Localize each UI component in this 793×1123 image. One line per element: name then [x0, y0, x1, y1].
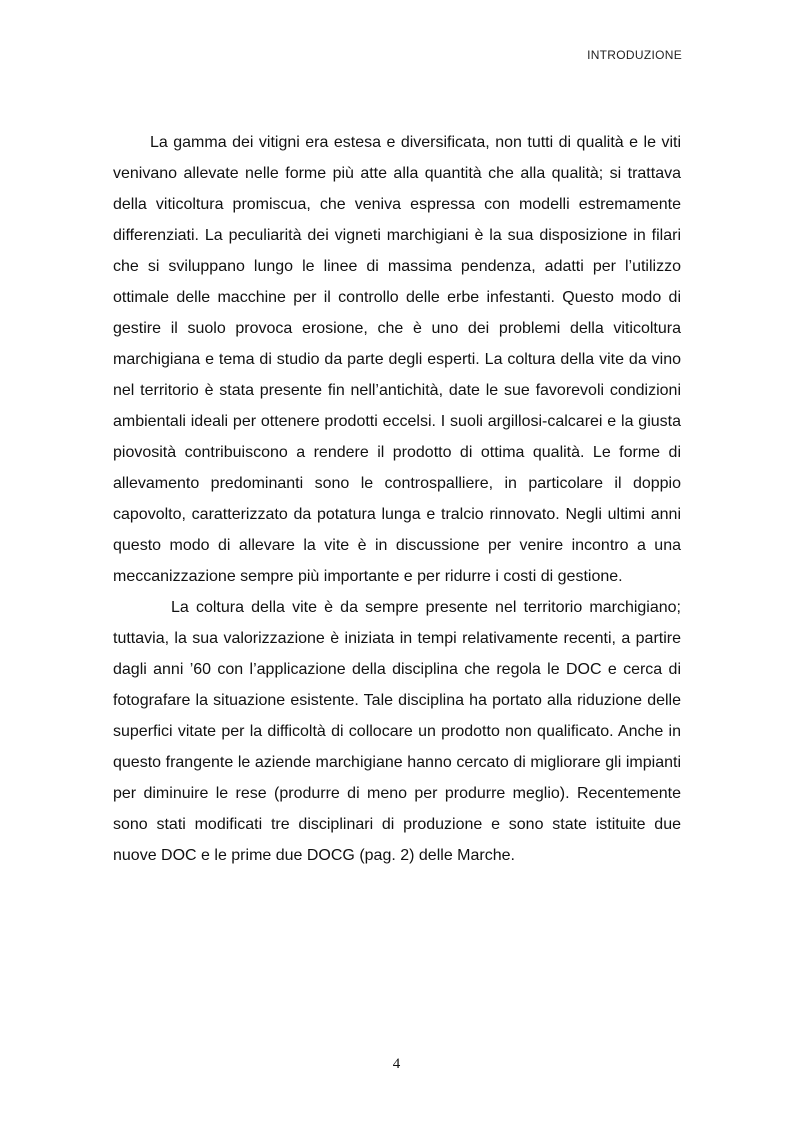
running-header: INTRODUZIONE [587, 48, 682, 62]
paragraph: La gamma dei vitigni era estesa e diversificata, non tutti di qualità e le viti venivano allevate nelle forme più atte alla quantità che alla qualità; si trattava della viticoltura promiscua, che veniva espressa con modelli estremamente differenziati. La peculiarità dei vigneti marchigiani è la sua disposizione in filari che si sviluppano lungo le linee di massima pendenza, adatti per l’utilizzo ottimale delle macchine per il controllo delle erbe infestanti. Questo modo di gestire il suolo provoca erosione, che è uno dei problemi della viticoltura marchigiana e tema di studio da parte degli esperti. La coltura della vite da vino nel territorio è stata presente fin nell’antichità, date le sue favorevoli condizioni ambientali ideali per ottenere prodotti eccelsi. I suoli argillosi-calcarei e la giusta piovosità contribuiscono a rendere il prodotto di ottima qualità. Le forme di allevamento predominanti sono le controspalliere, in particolare il doppio capovolto, caratterizzato da potatura lunga e tralcio rinnovato. Negli ultimi anni questo modo di allevare la vite è in discussione per venire incontro a una meccanizzazione sempre più importante e per ridurre i costi di gestione. [113, 134, 681, 585]
paragraph: La coltura della vite è da sempre presente nel territorio marchigiano; tuttavia, la sua valorizzazione è iniziata in tempi relativamente recenti, a partire dagli anni ’60 con l’applicazione della disciplina che regola le DOC e cerca di fotografare la situazione esistente. Tale disciplina ha portato alla riduzione delle superfici vitate per la difficoltà di collocare un prodotto non qualificato. Anche in questo frangente le aziende marchigiane hanno cercato di migliorare gli impianti per diminuire le rese (produrre di meno per produrre meglio). Recentemente sono stati modificati tre disciplinari di produzione e sono state istituite due nuove DOC e le prime due DOCG (pag. 2) delle Marche. [113, 599, 681, 864]
page-number: 4 [392, 1056, 401, 1072]
page-body [113, 127, 681, 871]
